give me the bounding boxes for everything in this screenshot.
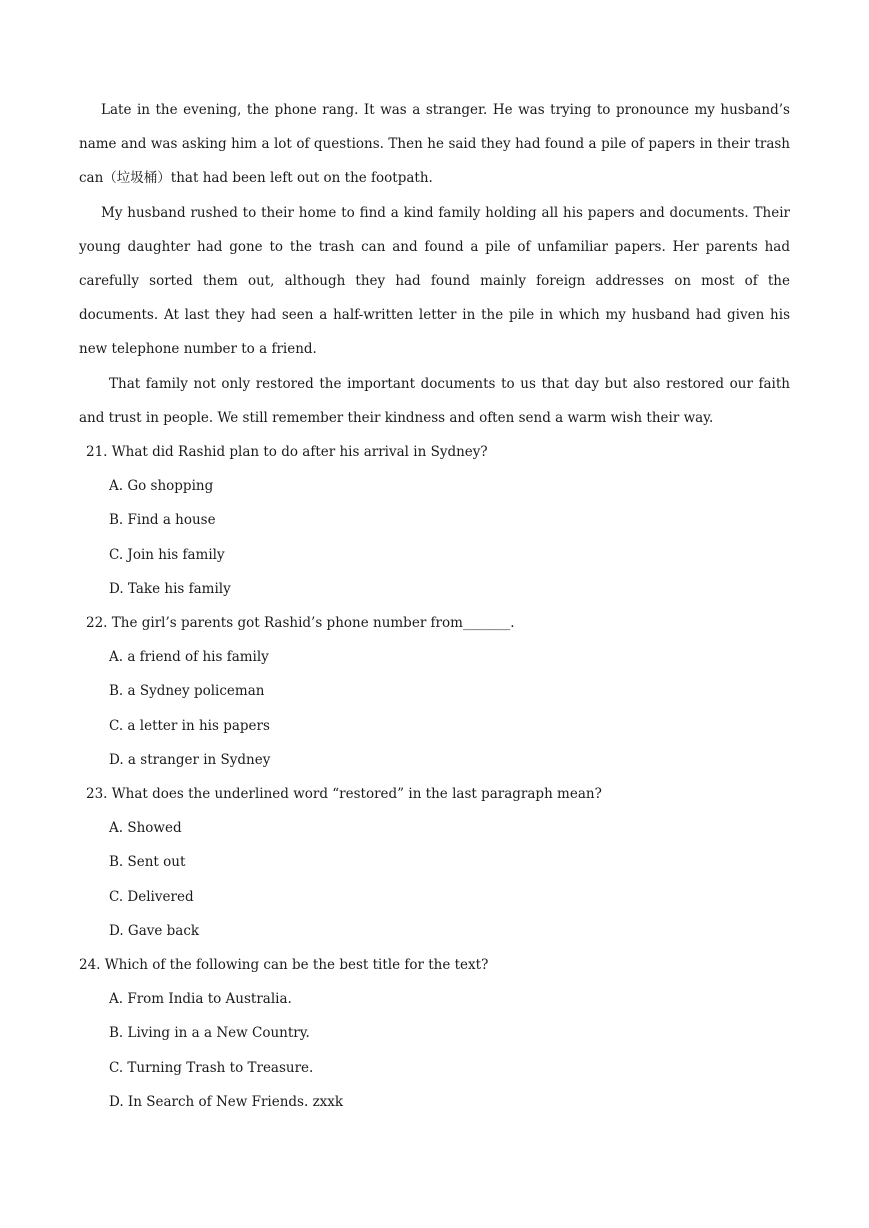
passage-paragraph-2: My husband rushed to their home to find a kind family holding all his papers and documents. Their young daughter had gone to the trash can and found a pile of unfamiliar papers. Her parents had carefully sorted them out, although they had found mainly foreign addresses on most of the documents. At last they had seen a half-written letter in the pile in which my husband had given his new telephone number to a friend. xyxy=(79,204,790,358)
option-a: A. Showed xyxy=(109,820,182,837)
question-21 xyxy=(79,435,790,606)
document-page xyxy=(79,93,790,1119)
question-23 xyxy=(79,777,790,948)
question-24 xyxy=(79,948,790,1119)
option-c: C. a letter in his papers xyxy=(109,717,270,734)
option-c: C. Turning Trash to Treasure. xyxy=(109,1059,314,1076)
option-a: A. Go shopping xyxy=(109,478,214,495)
passage-paragraph-3: That family not only restored the important documents to us that day but also restored our faith and trust in people. We still remember their kindness and often send a warm wish their way. xyxy=(79,375,790,426)
option-b: B. a Sydney policeman xyxy=(109,683,265,700)
question-stem: 24. Which of the following can be the best title for the text? xyxy=(79,957,489,974)
option-a: A. a friend of his family xyxy=(109,649,269,666)
option-a: A. From India to Australia. xyxy=(109,991,292,1008)
option-d: D. Gave back xyxy=(109,922,200,939)
option-c: C. Delivered xyxy=(109,888,194,905)
option-b: B. Living in a a New Country. xyxy=(109,1025,310,1042)
option-d: D. Take his family xyxy=(109,580,231,597)
option-d: D. In Search of New Friends. zxxk xyxy=(109,1093,344,1110)
question-22 xyxy=(79,606,790,777)
passage-paragraph-1: Late in the evening, the phone rang. It was a stranger. He was trying to pronounce my husband’s name and was asking him a lot of questions. Then he said they had found a pile of papers in their trash can（垃圾桶）that had been left out on the footpath. xyxy=(79,102,790,187)
option-b: B. Sent out xyxy=(109,854,186,871)
option-c: C. Join his family xyxy=(109,546,225,563)
option-d: D. a stranger in Sydney xyxy=(109,751,271,768)
option-b: B. Find a house xyxy=(109,512,216,529)
question-stem: 23. What does the underlined word “restored” in the last paragraph mean? xyxy=(86,786,602,803)
question-stem: 21. What did Rashid plan to do after his arrival in Sydney? xyxy=(86,444,488,461)
question-stem: 22. The girl’s parents got Rashid’s phone number from_______. xyxy=(86,615,515,632)
